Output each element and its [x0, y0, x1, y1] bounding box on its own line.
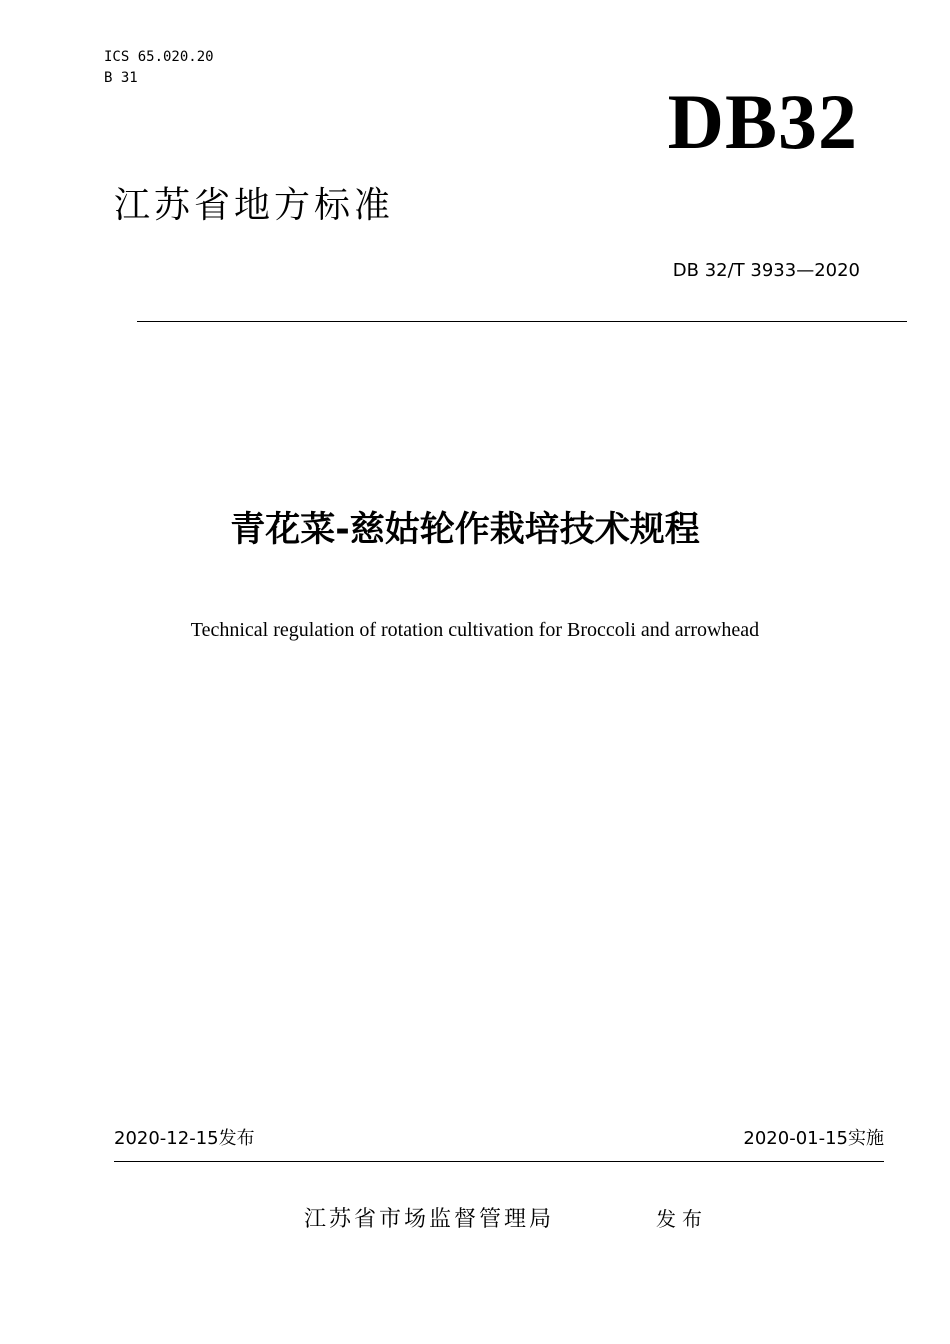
issue-label: 发布	[656, 1207, 708, 1231]
issuing-authority: 江苏省市场监督管理局	[304, 1207, 555, 1232]
standard-category: 江苏省地方标准	[114, 185, 395, 226]
implementation-date: 2020-01-15实施	[743, 1128, 884, 1149]
issue-date: 2020-12-15发布	[114, 1128, 255, 1149]
ccs-code: B 31	[104, 70, 138, 86]
db-mark: DB32	[667, 78, 858, 165]
standard-number: DB 32/T 3933—2020	[672, 260, 860, 281]
footer-divider	[114, 1161, 884, 1162]
header-divider	[137, 321, 907, 322]
document-title-english: Technical regulation of rotation cultivation for Broccoli and arrowhead	[190, 619, 760, 641]
ics-code: ICS 65.020.20	[104, 49, 214, 65]
document-title-chinese: 青花菜-慈姑轮作栽培技术规程	[230, 510, 700, 550]
